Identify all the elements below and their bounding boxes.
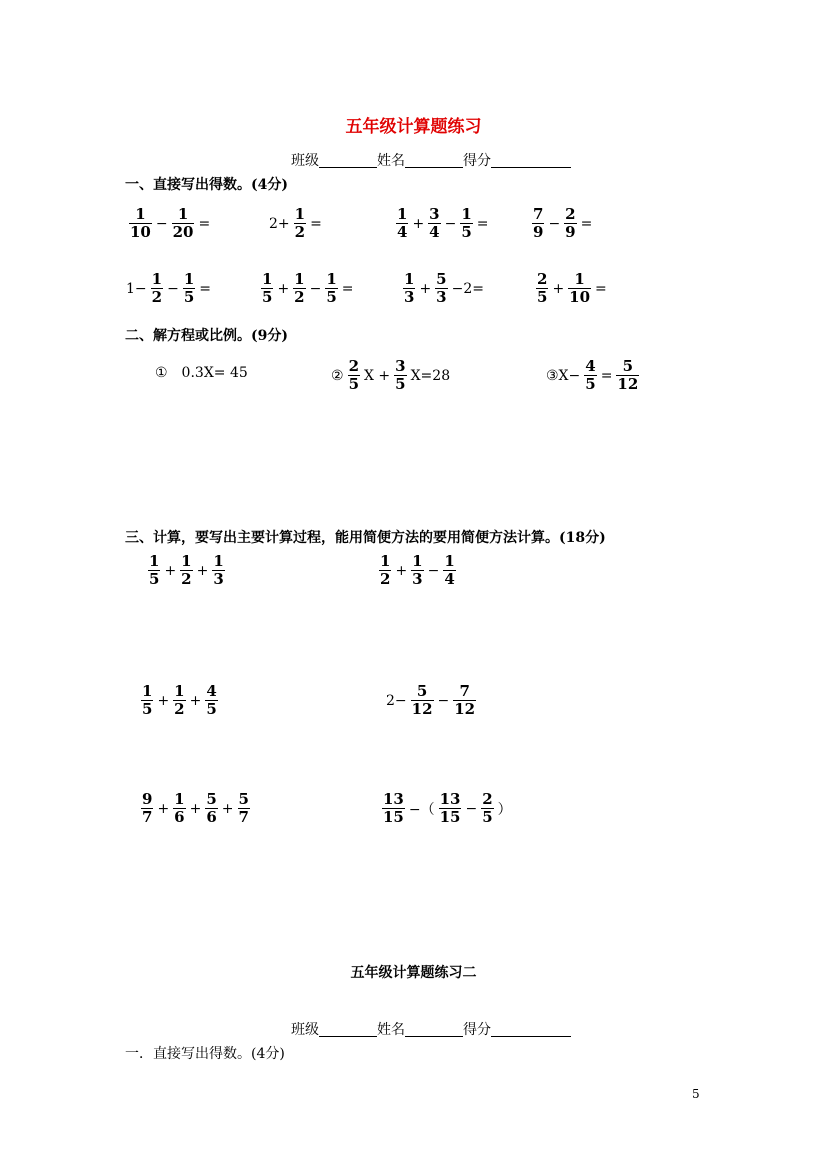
numerator: 5 [238,790,249,808]
operator: + [419,280,432,297]
fraction [173,683,185,718]
s2-problem-2 [328,358,453,393]
s1-problem-6 [260,271,357,306]
name-label: 姓名 [377,1022,405,1038]
page-number: 5 [692,1087,700,1101]
fraction [205,791,217,826]
operator: + [277,280,290,297]
s1-problem-5 [123,271,214,306]
fraction [180,553,192,588]
numerator: 1 [294,205,306,223]
numerator: 2 [348,357,359,375]
fraction [568,271,591,306]
numerator: 5 [416,682,428,700]
name-label: 姓名 [377,153,405,169]
fraction [453,683,476,718]
denominator: 5 [537,288,548,306]
numerator: 2 [537,270,548,288]
operator: = [476,215,489,232]
operator: + [164,562,177,579]
operator: − [437,692,450,709]
fraction [428,206,440,241]
fraction [348,358,360,393]
numerator: 1 [262,270,273,288]
operator: + [157,692,170,709]
fraction [183,271,195,306]
denominator: 2 [294,288,305,306]
fraction [481,791,493,826]
section-2-heading: 二、解方程或比例。(9分) [125,328,288,344]
s1-problem-1 [128,206,213,241]
operator: − [444,215,457,232]
denominator: 6 [174,808,185,826]
operator: −（ [408,801,435,818]
fraction [435,271,447,306]
denominator: 9 [565,223,576,241]
score-label: 得分 [463,153,491,169]
operator: 1− [126,280,147,297]
operator: + [221,800,234,817]
denominator: 7 [142,808,153,826]
operator: ） [497,801,512,818]
fraction [394,358,406,393]
fraction [172,206,195,241]
numerator: 1 [151,270,163,288]
denominator: 4 [444,570,455,588]
denominator: 2 [181,570,192,588]
fraction [584,358,596,393]
denominator: 5 [482,808,493,826]
class-blank [319,153,377,168]
operator: = [595,280,607,297]
denominator: 4 [397,223,408,241]
operator: + [412,215,425,232]
denominator: 4 [429,223,440,241]
fraction [261,271,273,306]
s1-problem-3 [395,206,492,241]
denominator: 6 [206,808,217,826]
numerator: 3 [429,205,440,223]
operator: = [199,280,211,297]
denominator: 3 [436,288,447,306]
numerator: 1 [444,552,455,570]
numerator: 4 [585,357,596,375]
fraction [411,553,423,588]
fraction [141,683,153,718]
denominator: 2 [380,570,391,588]
s3-problem-2 [378,553,457,588]
class-label: 班级 [291,1022,319,1038]
fraction [151,271,163,306]
numerator: 1 [412,552,423,570]
operator: ① 0.3X= 45 [155,365,248,381]
operator: − [465,800,478,817]
operator: + [395,562,408,579]
operator: − [427,562,440,579]
operator: + [189,692,202,709]
fraction [403,271,415,306]
numerator: 9 [142,790,153,808]
numerator: 1 [177,205,189,223]
operator: + [157,800,170,817]
s3-problem-5 [140,791,251,826]
s1-problem-4 [531,206,595,241]
student-info-line-2 [291,1019,571,1039]
numerator: 1 [174,682,185,700]
fraction [212,553,224,588]
numerator: 13 [439,790,461,808]
s2-problem-3 [543,358,640,393]
denominator: 5 [326,288,337,306]
name-blank [405,153,463,168]
fraction [536,271,548,306]
operator: = [341,280,354,297]
numerator: 1 [380,552,391,570]
s2-problem-1 [152,362,251,382]
section-1-heading: 一、直接写出得数。(4分) [125,177,288,193]
operator: + [189,800,202,817]
denominator: 5 [461,223,472,241]
denominator: 10 [569,288,591,306]
operator: − [309,280,322,297]
name-blank [405,1022,463,1037]
operator: + [196,562,209,579]
operator: 2− [386,692,407,709]
numerator: 2 [565,205,576,223]
operator: −2= [451,280,484,297]
denominator: 5 [206,700,217,718]
fraction [616,358,639,393]
fraction [238,791,250,826]
class-blank [319,1022,377,1037]
s3-problem-1 [147,553,226,588]
denominator: 3 [412,570,423,588]
numerator: 4 [206,682,217,700]
s3-problem-3 [140,683,219,718]
s1-problem-7 [402,271,487,306]
numerator: 1 [142,682,153,700]
numerator: 1 [461,205,472,223]
operator: − [167,280,179,297]
denominator: 2 [174,700,185,718]
numerator: 1 [294,270,305,288]
numerator: 2 [482,790,493,808]
operator: X=28 [410,367,451,384]
operator: = [310,215,322,232]
denominator: 20 [172,223,194,241]
numerator: 7 [459,682,470,700]
denominator: 7 [238,808,249,826]
section-4-heading: 一．直接写出得数。(4分) [125,1046,285,1062]
score-blank [491,1022,571,1037]
numerator: 5 [622,357,634,375]
fraction [325,271,337,306]
denominator: 5 [149,570,160,588]
denominator: 12 [617,375,639,393]
operator: ② [331,367,344,384]
score-label: 得分 [463,1022,491,1038]
page-title-2: 五年级计算题练习二 [350,965,477,981]
fraction [564,206,576,241]
denominator: 15 [439,808,461,826]
operator: − [548,215,561,232]
numerator: 1 [397,205,408,223]
s3-problem-4 [383,683,477,718]
numerator: 1 [326,270,337,288]
s1-problem-2 [266,206,325,241]
page-title: 五年级计算题练习 [345,117,482,137]
operator: ③X− [546,367,581,384]
operator: = [198,215,211,232]
section-3-heading: 三、计算，要写出主要计算过程，能用简便方法的要用简便方法计算。(18分) [125,530,606,546]
numerator: 5 [206,790,217,808]
fraction [379,553,391,588]
s1-problem-8 [535,271,610,306]
fraction [173,791,185,826]
numerator: 1 [404,270,415,288]
numerator: 1 [149,552,160,570]
operator: + [552,280,565,297]
numerator: 1 [574,270,585,288]
fraction [532,206,544,241]
fraction [439,791,462,826]
numerator: 1 [181,552,192,570]
numerator: 5 [436,270,447,288]
fraction [293,271,305,306]
numerator: 1 [213,552,224,570]
fraction [148,553,160,588]
denominator: 12 [411,700,433,718]
fraction [141,791,153,826]
numerator: 1 [174,790,185,808]
fraction [382,791,405,826]
student-info-line [291,150,571,170]
score-blank [491,153,571,168]
operator: = [600,367,613,384]
numerator: 3 [395,357,406,375]
denominator: 5 [585,375,596,393]
denominator: 10 [130,223,151,241]
denominator: 12 [454,700,476,718]
fraction [129,206,152,241]
denominator: 2 [294,223,306,241]
denominator: 3 [213,570,224,588]
class-label: 班级 [291,153,319,169]
denominator: 2 [151,288,163,306]
denominator: 5 [142,700,153,718]
fraction [396,206,408,241]
denominator: 5 [348,375,359,393]
operator: X + [364,367,391,384]
fraction [411,683,434,718]
fraction [443,553,455,588]
fraction [205,683,217,718]
denominator: 3 [404,288,415,306]
s3-problem-6 [381,791,515,826]
numerator: 13 [383,790,404,808]
denominator: 9 [533,223,544,241]
operator: = [580,215,593,232]
numerator: 1 [135,205,146,223]
denominator: 5 [395,375,406,393]
denominator: 15 [383,808,404,826]
fraction [460,206,472,241]
numerator: 1 [183,270,195,288]
fraction [294,206,306,241]
operator: 2+ [269,215,290,232]
operator: − [155,215,168,232]
denominator: 5 [262,288,273,306]
denominator: 5 [183,288,195,306]
numerator: 7 [533,205,544,223]
